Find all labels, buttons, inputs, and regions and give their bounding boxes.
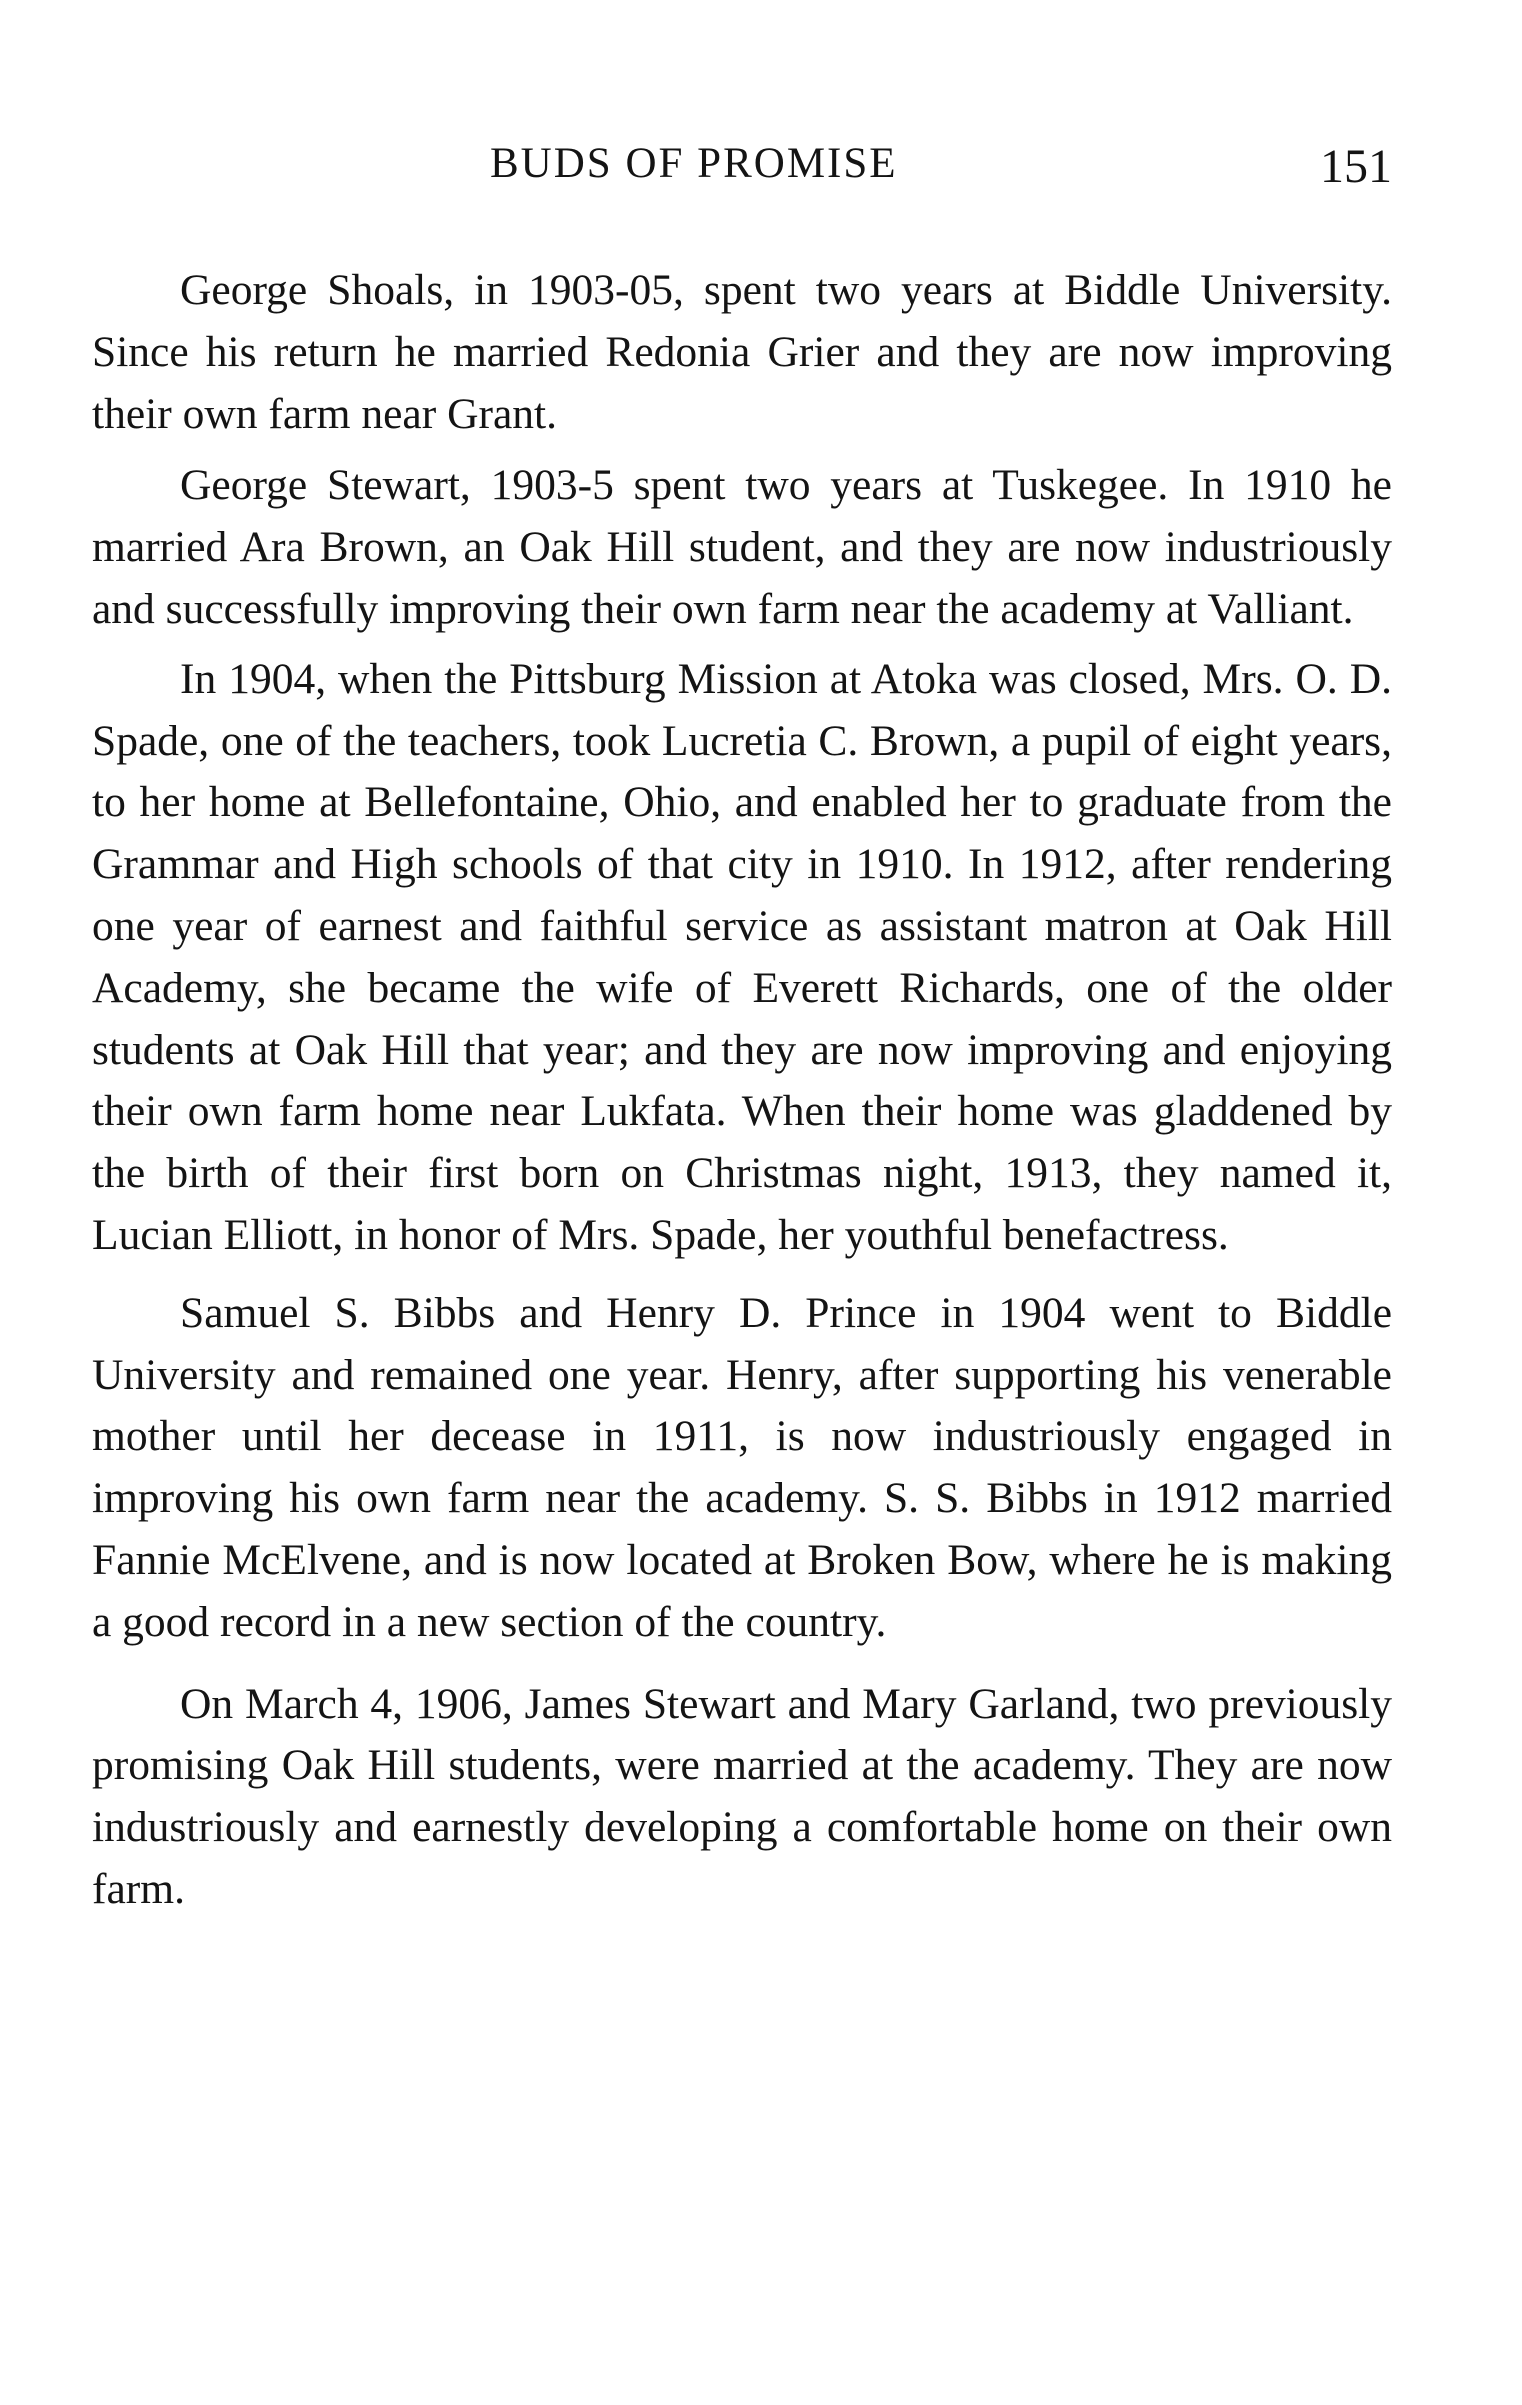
paragraph-lucretia-brown: In 1904, when the Pittsburg Mission at Atoka was closed, Mrs. O. D. Spade, one of the teachers, took Lucretia C. Brown, a pupil of eight years, to her home at Bellefontaine, Ohio, and enabled her to graduate from the Grammar and High schools of that city in 1910. In 1912, after rendering one year of earnest and faithful service as assistant matron at Oak Hill Academy, she became the wife of Everett Richards, one of the older students at Oak Hill that year; and they are now improving and enjoying their own farm home near Lukfata. When their home was gladdened by the birth of their first born on Christmas night, 1913, they named it, Lucian Elliott, in honor of Mrs. Spade, her youthful benefactress. [92, 654, 1392, 1259]
page-number: 151 [1320, 140, 1392, 193]
paragraph-stewart-garland: On March 4, 1906, James Stewart and Mary Garland, two previously promising Oak Hill students, were married at the academy. They are now industriously and earnestly developing a comfortable home on their own farm. [92, 1679, 1392, 1913]
book-page [92, 138, 1392, 1931]
running-header [92, 138, 1392, 208]
paragraph-george-stewart: George Stewart, 1903-5 spent two years at Tuskegee. In 1910 he married Ara Brown, an Oak Hill student, and they are now industriously and successfully improving their own farm near the academy at Valliant. [92, 461, 1392, 633]
body-text [92, 260, 1392, 1921]
paragraph-george-shoals: George Shoals, in 1903-05, spent two years at Biddle University. Since his return he married Redonia Grier and they are now improving their own farm near Grant. [92, 266, 1392, 438]
paragraph-bibbs-prince: Samuel S. Bibbs and Henry D. Prince in 1904 went to Biddle University and remained one year. Henry, after supporting his venerable mother until her decease in 1911, is now industriously engaged in improving his own farm near the academy. S. S. Bibbs in 1912 married Fannie McElvene, and is now located at Broken Bow, where he is making a good record in a new section of the country. [92, 1288, 1392, 1646]
running-title: BUDS OF PROMISE [490, 140, 898, 187]
